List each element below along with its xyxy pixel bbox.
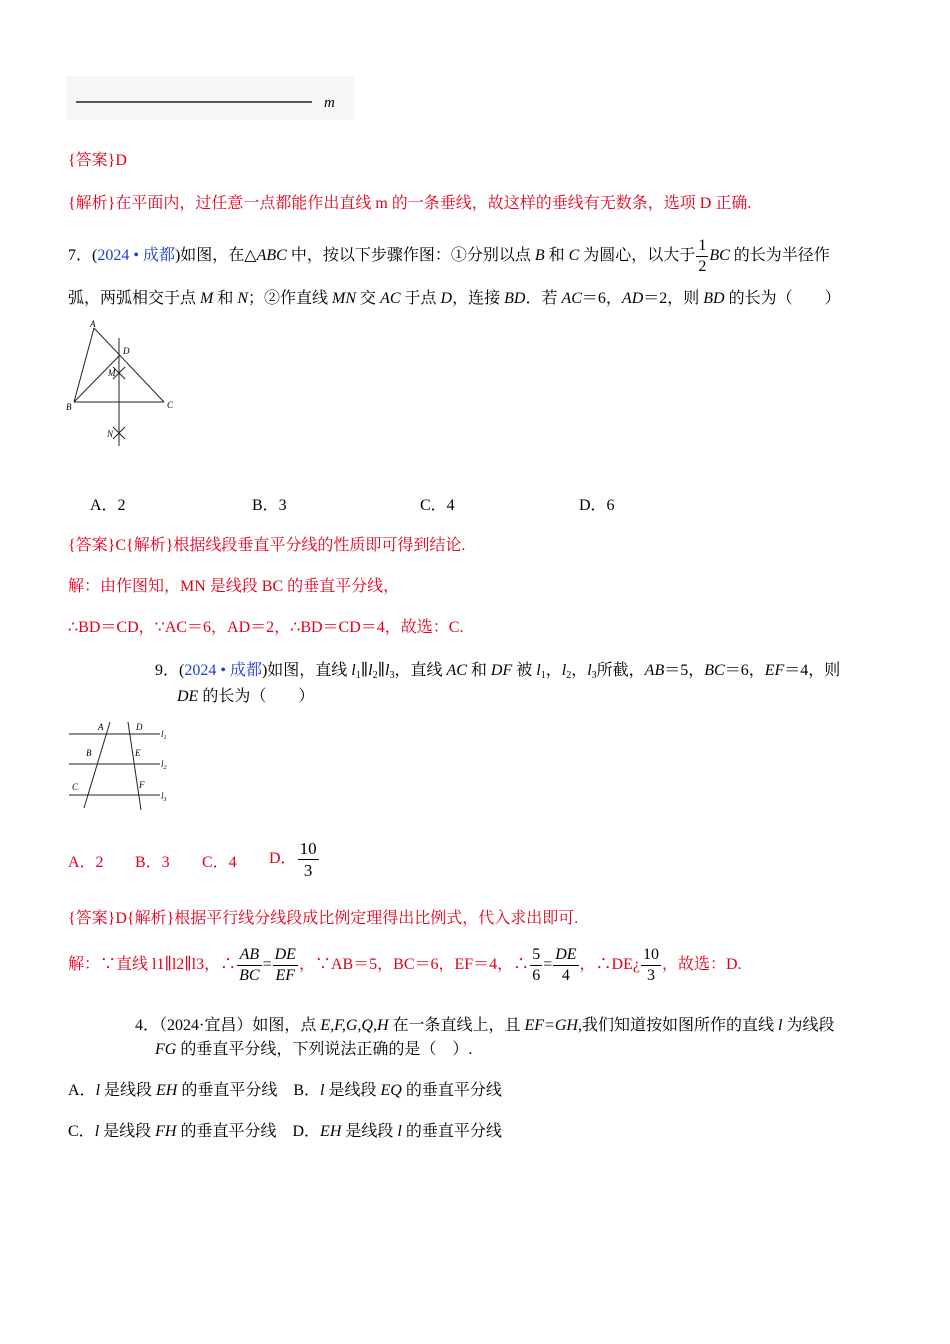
q6-analysis: {解析}在平面内，过任意一点都能作出直线 m 的一条垂线，故这样的垂线有无数条，选项 D 正确. [68, 195, 752, 212]
q7-text: 交 [356, 290, 381, 307]
q4-text: 为线段 [782, 1017, 835, 1034]
q7-source: 2024 • 成都 [97, 247, 175, 264]
frac-den: 3 [646, 966, 655, 984]
q4-options-row2 [68, 1118, 502, 1141]
q9-seg: AC [446, 662, 467, 679]
sub: 2 [163, 765, 167, 771]
q9-sol-text: ，故选：D. [661, 956, 742, 973]
q9-text: 所截， [596, 662, 645, 679]
q9-option-c[interactable]: C．4 [202, 854, 237, 871]
q9-par: ∥ [360, 662, 369, 679]
q9-text: ＝6， [724, 662, 765, 679]
opt-text: 的垂直平分线 [401, 1123, 502, 1140]
q7-bc: BC [709, 247, 730, 264]
frac-num: 10 [299, 838, 317, 858]
q7-option-a[interactable]: A．2 [90, 497, 126, 514]
q9-seg: DF [490, 662, 513, 679]
l: l [161, 791, 164, 801]
side-ac [94, 328, 164, 402]
q7-stem-line2 [68, 285, 841, 308]
line-m-label: m [324, 95, 335, 111]
q9-option-d-label: D． [269, 850, 297, 867]
q4-option-c[interactable] [68, 1123, 176, 1140]
q9-l: l [384, 662, 390, 679]
q7-text: 弧，两弧相交于点 [68, 290, 201, 307]
q9-option-d[interactable] [269, 836, 320, 882]
top-figure [66, 76, 354, 120]
q9-sub: 3 [591, 670, 597, 681]
q7-point: C [568, 247, 580, 264]
q7-point: M [200, 290, 214, 307]
q7-label-d: D [123, 346, 130, 356]
q7-half-fraction [696, 238, 708, 275]
q7-option-d[interactable]: D．6 [579, 497, 615, 514]
q9-label-b: B [86, 748, 92, 758]
q7-number: 7．( [68, 247, 98, 264]
q4-text: ,我们知道按如图所作的直线 [577, 1017, 778, 1034]
q9-number: 9．( [155, 662, 185, 679]
opt-l: l [397, 1123, 402, 1140]
q4-line-l: l [777, 1017, 783, 1034]
fraction-de-ef [273, 947, 298, 984]
q9-sub: 2 [372, 670, 378, 681]
q7-solution-1: 解：由作图知，MN 是线段 BC 的垂直平分线， [68, 578, 400, 595]
sub: 1 [163, 735, 167, 741]
q9-answer: {答案}D{解析}根据平行线分线段成比例定理得出比例式，代入求出即可. [68, 910, 579, 927]
q7-seg: AC [380, 290, 401, 307]
opt-text: 是线段 [324, 1082, 381, 1099]
q4-seg: FG [155, 1041, 177, 1058]
q9-option-d-fraction [298, 840, 319, 879]
q9-label-l3 [161, 791, 167, 803]
q9-stem-line2 [177, 683, 314, 706]
opt-text: A． [68, 1082, 96, 1099]
q9-text: 的长为（ ） [198, 688, 315, 705]
q7-seg: AD [621, 290, 644, 307]
q9-seg: DE [177, 688, 199, 705]
opt-text: 是线段 [341, 1123, 398, 1140]
q7-answer: {答案}C{解析}根据线段垂直平分线的性质即可得到结论. [68, 537, 466, 554]
q9-l: l [351, 662, 356, 679]
fraction-10-3 [641, 947, 661, 984]
q7-seg: AC [561, 290, 582, 307]
opt-l: l [95, 1082, 101, 1099]
q9-sol-text: ，∴DE¿ [579, 956, 640, 973]
q7-text: 中，按以下步骤作图：①分别以点 [286, 247, 535, 264]
q9-seg: AB [644, 662, 665, 679]
side-ab [74, 328, 94, 402]
q7-text: 的长为（ ） [724, 290, 841, 307]
q4-option-b[interactable] [320, 1082, 502, 1099]
q9-sub: 2 [566, 670, 572, 681]
l: l [161, 729, 164, 739]
q9-label-l2 [161, 759, 167, 771]
q9-text: ＝5， [664, 662, 705, 679]
q7-text: 和 [213, 290, 238, 307]
q7-text: 为圆心，以大于 [579, 247, 696, 264]
q4-option-d[interactable] [320, 1123, 502, 1140]
sub: 3 [163, 797, 167, 803]
q7-label-n: N [107, 429, 114, 439]
opt-text: 的垂直平分线 [401, 1082, 502, 1099]
q7-text: )如图，在△ [174, 247, 257, 264]
q9-sub: 1 [355, 670, 361, 681]
q7-label-a: A [90, 319, 96, 329]
frac-num: 10 [641, 947, 661, 966]
frac-den: 3 [303, 860, 313, 880]
q7-point: N [237, 290, 249, 307]
q7-stem-line1 [68, 236, 830, 276]
q9-text: 被 [512, 662, 537, 679]
frac-num: 1 [696, 238, 708, 257]
fraction-ab-bc [237, 947, 261, 984]
opt-text: C． [68, 1123, 95, 1140]
q9-l: l [587, 662, 592, 679]
q7-triangle-figure [64, 316, 184, 448]
opt-text: 是线段 [100, 1082, 157, 1099]
q9-par: ∥ [377, 662, 385, 679]
opt-text: 是线段 [99, 1123, 156, 1140]
q7-option-b[interactable]: B．3 [252, 497, 287, 514]
q9-text: ，直线 [394, 662, 447, 679]
frac-num: DE [273, 947, 298, 966]
q9-label-c: C [72, 782, 79, 792]
q4-text: 的垂直平分线，下列说法正确的是（ ）. [176, 1041, 473, 1058]
opt-text: 的垂直平分线 D． [176, 1123, 321, 1140]
frac-num: DE [553, 947, 578, 966]
q9-l: l [561, 662, 567, 679]
q4-text: 在一条直线上，且 [388, 1017, 525, 1034]
q9-sub: 1 [540, 670, 546, 681]
line-df [128, 722, 141, 810]
equals: = [543, 956, 553, 973]
q7-solution-2: ∴BD＝CD，∵AC＝6，AD＝2，∴BD＝CD＝4，故选：C. [68, 619, 464, 636]
q9-seg: BC [704, 662, 725, 679]
q9-solution [68, 942, 742, 988]
q4-stem-line2 [155, 1036, 472, 1059]
q9-text: ＝4，则 [784, 662, 841, 679]
q7-label-c: C [167, 400, 174, 410]
line-m-figure [66, 76, 354, 120]
q9-label-f: F [139, 780, 145, 790]
equals: = [262, 956, 272, 973]
q9-option-b[interactable]: B．3 [135, 854, 170, 871]
q9-text: ， [545, 662, 562, 679]
q9-stem-line1 [155, 657, 840, 681]
q4-option-a[interactable] [68, 1082, 177, 1099]
frac-den: BC [239, 966, 260, 984]
q9-text: 和 [466, 662, 491, 679]
q9-seg: EF [764, 662, 785, 679]
q9-sub: 3 [389, 670, 395, 681]
q7-point: D [440, 290, 453, 307]
frac-num: AB [237, 947, 261, 966]
q7-seg: BD [504, 290, 526, 307]
q7-text: ，连接 [452, 290, 505, 307]
q7-option-c[interactable]: C．4 [420, 497, 455, 514]
frac-den: 4 [561, 966, 570, 984]
q7-abc: ABC [256, 247, 287, 264]
q7-text: ＝2，则 [643, 290, 704, 307]
q9-label-e: E [135, 748, 141, 758]
q9-sol-text: 解：∵直线 l1∥l2∥l3，∴ [68, 956, 237, 973]
q7-label-b: B [66, 402, 72, 412]
q9-text: ， [571, 662, 588, 679]
q9-source: 2024 • 成都 [184, 662, 262, 679]
frac-den: 6 [532, 966, 541, 984]
frac-den: 2 [698, 257, 707, 275]
q7-seg: MN [332, 290, 357, 307]
q9-label-d: D [136, 722, 143, 732]
q7-text: ．若 [525, 290, 562, 307]
frac-den: EF [275, 966, 296, 984]
q9-sol-text: ，∵AB＝5，BC＝6，EF＝4，∴ [298, 956, 530, 973]
q9-text: )如图，直线 [261, 662, 352, 679]
q9-l: l [536, 662, 541, 679]
q7-point: B [534, 247, 545, 264]
q4-points: E,F,G,Q,H [320, 1017, 389, 1034]
q4-text: 4．（2024·宜昌）如图，点 [135, 1017, 321, 1034]
opt-text: 的垂直平分线 B． [177, 1082, 321, 1099]
opt-l: l [320, 1082, 325, 1099]
q9-label-l1 [161, 729, 167, 741]
fraction-5-6 [530, 947, 542, 984]
q7-text: 的长为半径作 [729, 247, 830, 264]
q7-seg: BD [703, 290, 725, 307]
opt-seg: EH [320, 1123, 342, 1140]
opt-seg: FH [155, 1123, 177, 1140]
q9-label-a: A [98, 722, 104, 732]
q7-label-m: M [108, 368, 116, 378]
opt-l: l [94, 1123, 100, 1140]
q4-stem-line1 [135, 1012, 834, 1035]
fraction-de-4 [553, 947, 578, 984]
opt-seg: EH [156, 1082, 178, 1099]
q7-text: 于点 [400, 290, 441, 307]
q4-equation: EF=GH [524, 1017, 578, 1034]
q4-options-row1 [68, 1077, 502, 1100]
frac-num: 5 [530, 947, 542, 966]
q9-option-a[interactable]: A．2 [68, 854, 104, 871]
q6-answer: {答案}D [68, 152, 127, 169]
opt-seg: EQ [380, 1082, 402, 1099]
q7-text: 和 [544, 247, 569, 264]
l: l [161, 759, 164, 769]
q9-parallel-lines-figure [64, 718, 176, 810]
q7-text: ＝6， [581, 290, 622, 307]
q7-text: ；②作直线 [248, 290, 333, 307]
q9-l: l [368, 662, 373, 679]
